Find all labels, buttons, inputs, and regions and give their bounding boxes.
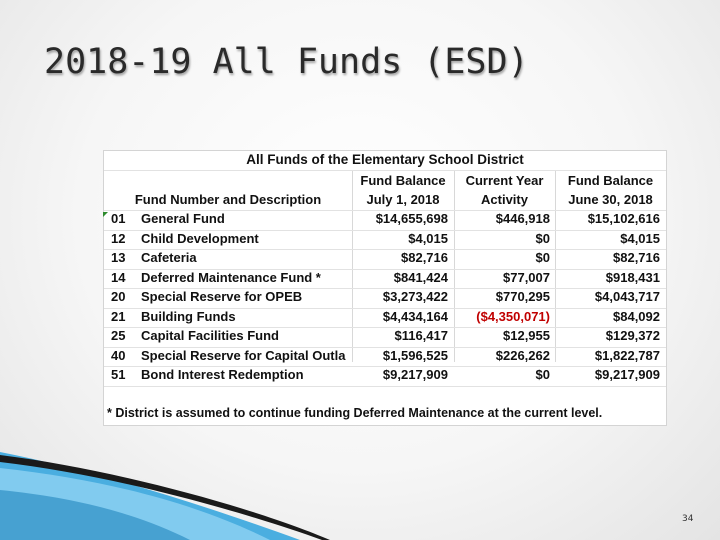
fund-description: Bond Interest Redemption — [141, 367, 304, 382]
page-number: 34 — [682, 514, 694, 524]
balance-start: $4,015 — [408, 230, 448, 246]
fund-description: Special Reserve for OPEB — [141, 289, 303, 304]
fund-description: General Fund — [141, 211, 225, 226]
fund-number: 01 — [111, 211, 126, 226]
table-row — [104, 347, 666, 367]
activity-negative: ($4,350,071) — [476, 308, 550, 324]
fund-number: 13 — [111, 250, 126, 265]
table-row — [104, 308, 666, 328]
activity: $12,955 — [503, 328, 550, 343]
fund-number: 14 — [111, 269, 126, 285]
fund-description: Capital Facilities Fund — [141, 328, 279, 343]
activity: $0 — [535, 367, 550, 382]
fund-description: Cafeteria — [141, 250, 197, 265]
fund-number: 40 — [111, 347, 126, 363]
funds-table — [103, 150, 667, 426]
balance-end: $129,372 — [605, 328, 660, 343]
balance-start: $116,417 — [394, 328, 448, 343]
balance-end: $15,102,616 — [587, 211, 660, 226]
header-col3-line1: Fund Balance — [567, 173, 654, 188]
activity: $77,007 — [503, 269, 550, 285]
row-divider — [104, 386, 666, 387]
table-row — [104, 288, 666, 308]
table-row — [104, 327, 666, 347]
table-row — [104, 230, 666, 250]
balance-start: $3,273,422 — [382, 289, 448, 304]
fund-number: 25 — [111, 328, 126, 343]
balance-start: $1,596,525 — [382, 347, 448, 363]
fund-description: Special Reserve for Capital Outla — [141, 347, 346, 363]
header-col2-line2: Activity — [481, 192, 528, 207]
balance-end: $82,716 — [613, 250, 660, 265]
table-footnote: * District is assumed to continue funding Deferred Maintenance at the current level. — [107, 406, 603, 420]
table-title: All Funds of the Elementary School District — [246, 152, 524, 167]
table-row — [104, 366, 666, 386]
balance-end: $84,092 — [613, 308, 660, 324]
balance-start: $841,424 — [393, 269, 448, 285]
fund-number: 20 — [111, 289, 126, 304]
balance-end: $4,043,717 — [594, 289, 660, 304]
slide-title: 2018-19 All Funds (ESD) — [44, 42, 529, 82]
balance-end: $9,217,909 — [594, 367, 660, 382]
balance-start: $14,655,698 — [375, 211, 448, 226]
fund-number: 51 — [111, 367, 126, 382]
fund-description: Child Development — [141, 230, 259, 246]
balance-end: $1,822,787 — [594, 347, 660, 363]
balance-start: $4,434,164 — [382, 308, 448, 324]
balance-start: $9,217,909 — [382, 367, 448, 382]
activity: $0 — [535, 250, 550, 265]
table-row — [104, 269, 666, 289]
balance-end: $4,015 — [620, 230, 660, 246]
header-col1-line1: Fund Balance — [360, 173, 446, 188]
activity: $770,295 — [495, 289, 550, 304]
activity: $0 — [535, 230, 550, 246]
table-row — [104, 249, 666, 269]
activity: $446,918 — [495, 211, 550, 226]
balance-start: $82,716 — [401, 250, 448, 265]
fund-number: 21 — [111, 308, 126, 324]
header-col2-line1: Current Year — [465, 173, 544, 188]
header-col3-line2: June 30, 2018 — [568, 192, 653, 207]
table-row — [104, 210, 666, 230]
fund-description: Building Funds — [141, 308, 236, 324]
header-col1-line2: July 1, 2018 — [366, 192, 440, 207]
header-fund: Fund Number and Description — [134, 192, 322, 207]
balance-end: $918,431 — [605, 269, 660, 285]
activity: $226,262 — [495, 347, 550, 363]
fund-number: 12 — [111, 230, 126, 246]
fund-description: Deferred Maintenance Fund * — [141, 269, 321, 285]
